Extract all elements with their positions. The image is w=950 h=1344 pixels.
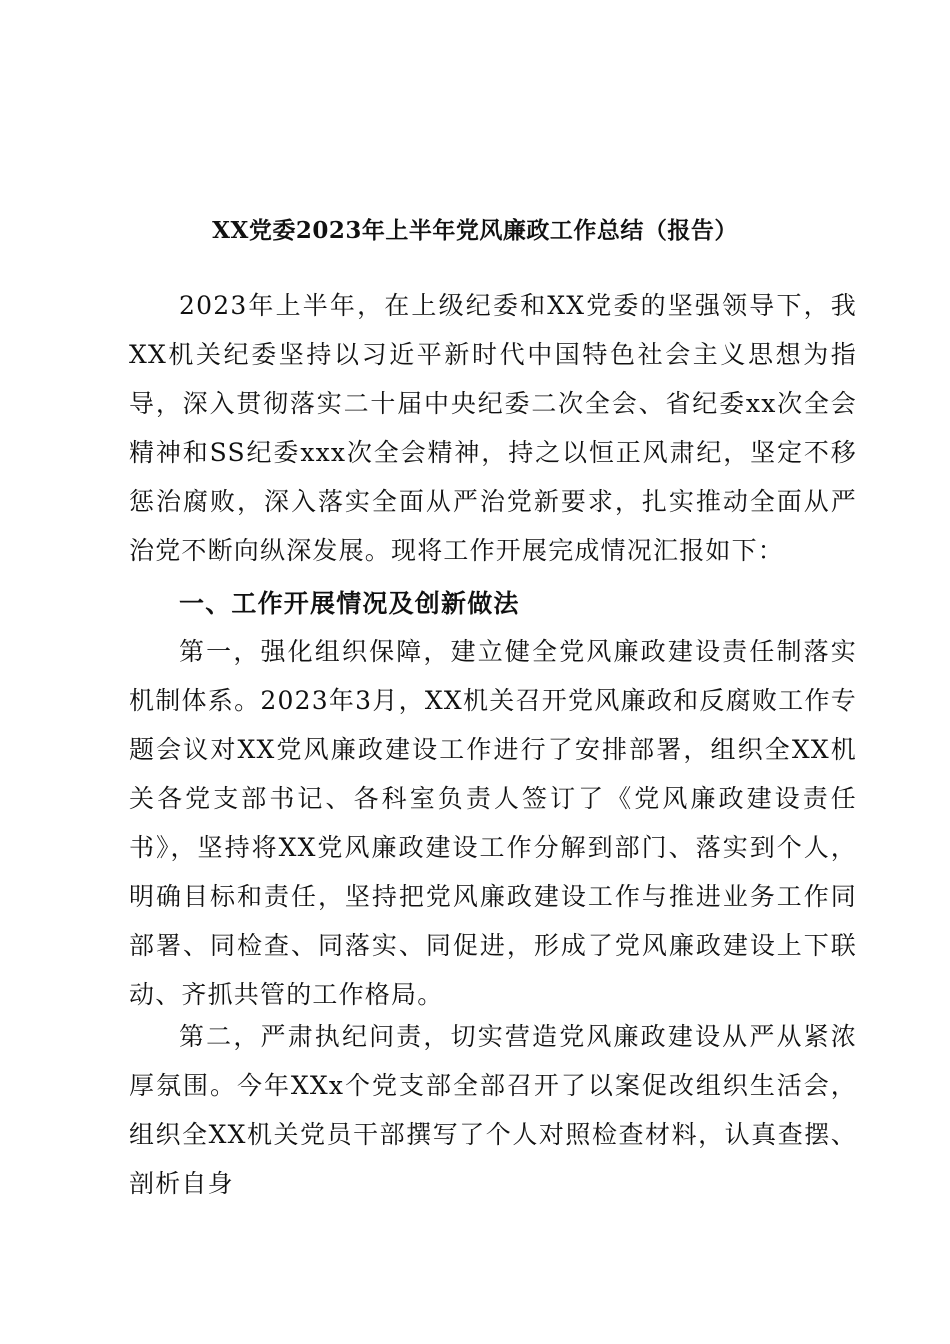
document-title: XX党委2023年上半年党风廉政工作总结（报告） — [212, 217, 738, 244]
intro-paragraph: 2023年上半年，在上级纪委和XX党委的坚强领导下，我XX机关纪委坚持以习近平新时代中国特色社会主义思想为指导，深入贯彻落实二十届中央纪委二次全会、省纪委xx次全会精神和SS纪委xxx次全会精神，持之以恒正风肃纪，坚定不移惩治腐败，深入落实全面从严治党新要求，扎实推动全面从严治党不断向纵深发展。现将工作开展完成情况汇报如下： — [129, 291, 857, 565]
second-point-paragraph: 第二，严肃执纪问责，切实营造党风廉政建设从严从紧浓厚氛围。今年XXx个党支部全部召开了以案促改组织生活会，组织全XX机关党员干部撰写了个人对照检查材料，认真查摆、剖析自身 — [129, 1022, 857, 1198]
section-heading: 一、工作开展情况及创新做法 — [179, 589, 520, 618]
first-point-paragraph: 第一，强化组织保障，建立健全党风廉政建设责任制落实机制体系。2023年3月，XX机关召开党风廉政和反腐败工作专题会议对XX党风廉政建设工作进行了安排部署，组织全XX机关各党支部书记、各科室负责人签订了《党风廉政建设责任书》，坚持将XX党风廉政建设工作分解到部门、落实到个人，明确目标和责任，坚持把党风廉政建设工作与推进业务工作同部署、同检查、同落实、同促进，形成了党风廉政建设上下联动、齐抓共管的工作格局。 — [129, 637, 857, 1009]
